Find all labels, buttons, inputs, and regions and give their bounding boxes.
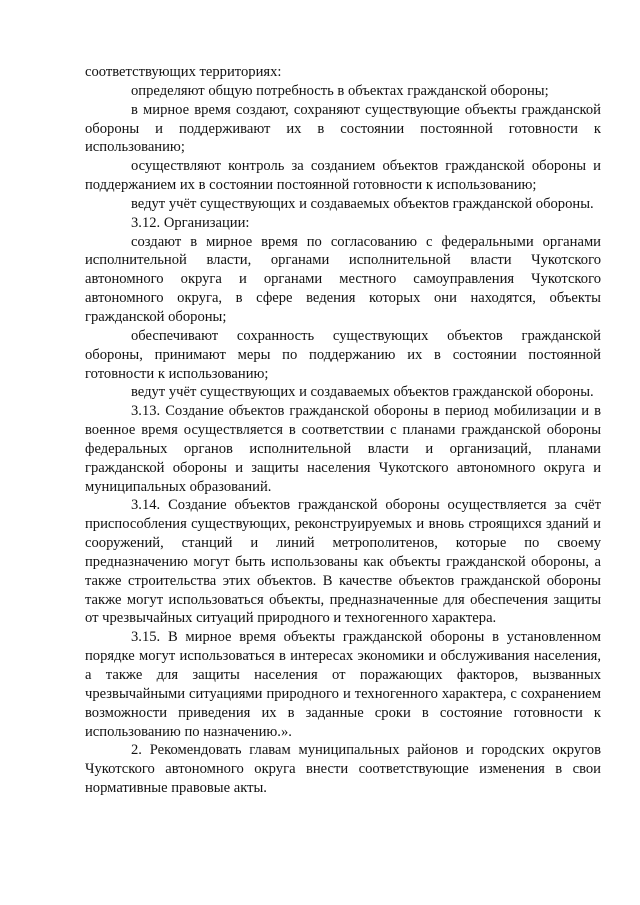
paragraph-organizations-create: создают в мирное время по согласованию с федеральными органами исполнительной власти, органами исполнительной власти Чукотского автономного округа и органами местного самоуправления Чукотского автономного округа, в сфере ведения которых они находятся, объекты гражданской обороны; [85,233,601,325]
section-heading-3-12: 3.12. Организации: [131,214,250,231]
paragraph-accounting-1: ведут учёт существующих и создаваемых объектов гражданской обороны. [131,195,594,212]
paragraph-organizations-preserve: обеспечивают сохранность существующих объектов гражданской обороны, принимают меры по поддержанию их в состоянии постоянной готовности к использованию; [85,327,601,382]
paragraph-accounting-2: ведут учёт существующих и создаваемых объектов гражданской обороны. [131,384,594,401]
paragraph-3-14: 3.14. Создание объектов гражданской обороны осуществляется за счёт приспособления существующих, реконструируемых и вновь строящихся зданий и сооружений, станций и линий метрополитенов, которые по своему предназначению могут быть использованы как объекты гражданской обороны, а также строительства этих объектов. В качестве объектов гражданской обороны также могут использоваться объекты, предназначенные для обеспечения защиты от чрезвычайных ситуаций природного и техногенного характера. [85,497,601,627]
document-page [85,63,601,798]
paragraph-territories: соответствующих территориях: [85,64,282,80]
paragraph-control: осуществляют контроль за созданием объектов гражданской обороны и поддержанием их в состоянии постоянной готовности к использованию; [85,158,601,194]
paragraph-peacetime-create: в мирное время создают, сохраняют существующие объекты гражданской обороны и поддерживают их в состоянии постоянной готовности к использованию; [85,101,601,156]
paragraph-determine-need: определяют общую потребность в объектах гражданской обороны; [131,82,549,99]
paragraph-3-13: 3.13. Создание объектов гражданской обороны в период мобилизации и в военное время осуществляется в соответствии с планами гражданской обороны федеральных органов исполнительной власти и организаций, планами гражданской обороны и защиты населения Чукотского автономного округа и муниципальных образований. [85,403,601,495]
paragraph-recommendation: 2. Рекомендовать главам муниципальных районов и городских округов Чукотского автономного округа внести соответствующие изменения в свои нормативные правовые акты. [85,742,601,797]
paragraph-3-15: 3.15. В мирное время объекты гражданской обороны в установленном порядке могут использоваться в интересах экономики и обслуживания населения, а также для защиты населения от поражающих факторов, вызванных чрезвычайными ситуациями природного и техногенного характера, с сохранением возможности приведения их в заданные сроки в состояние готовности к использованию по назначению.». [85,629,601,740]
